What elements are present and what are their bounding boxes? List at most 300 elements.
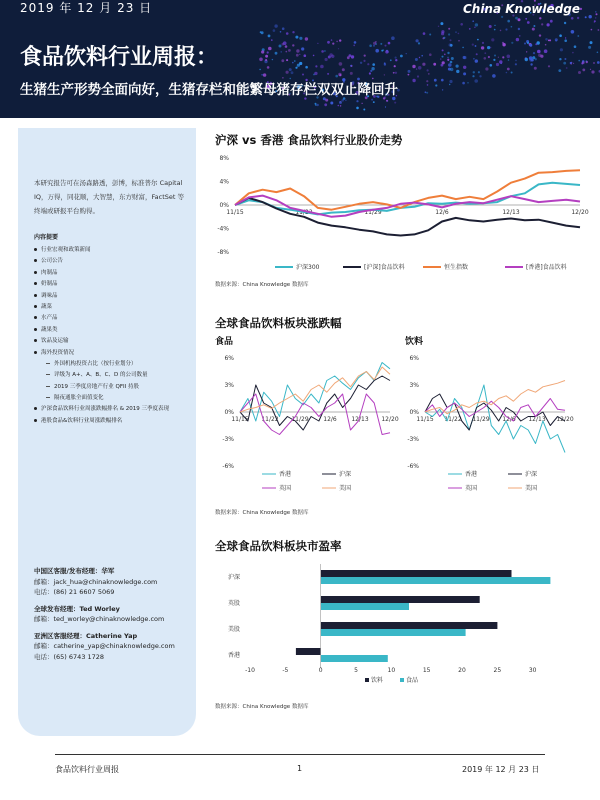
y-tick-label: -8% xyxy=(217,249,229,256)
header-dot xyxy=(408,74,410,76)
header-dot xyxy=(529,58,533,62)
bullet-icon xyxy=(34,351,37,354)
header-dot xyxy=(329,53,332,56)
header-dot xyxy=(447,59,449,61)
header-dot xyxy=(494,25,495,26)
header-dot xyxy=(295,67,297,69)
header-dot xyxy=(418,42,420,44)
toc-item[interactable] xyxy=(34,359,194,370)
header-dot xyxy=(390,59,392,61)
header-dot xyxy=(297,64,300,67)
header-dot xyxy=(442,56,444,58)
header-dot xyxy=(286,32,289,35)
header-dot xyxy=(296,49,299,52)
legend-label: 沪深300 xyxy=(296,264,320,271)
header-dot xyxy=(386,100,388,102)
toc-item[interactable] xyxy=(34,291,194,302)
header-dot xyxy=(268,35,271,38)
header-dot xyxy=(475,59,478,62)
header-dot xyxy=(559,34,562,37)
header-dot xyxy=(533,52,535,54)
category-label: 美股 xyxy=(227,626,240,633)
legend-swatch xyxy=(365,678,369,682)
header-dot xyxy=(442,89,443,90)
x-tick-label: 12/13 xyxy=(502,209,520,216)
header-dot xyxy=(450,68,453,71)
header-dot xyxy=(519,35,520,36)
header-dot xyxy=(595,17,596,18)
header-dot xyxy=(381,50,383,52)
toc-item[interactable] xyxy=(34,382,194,393)
header-dot xyxy=(449,80,452,83)
header-dot xyxy=(339,62,343,66)
header-dot xyxy=(338,105,340,107)
sidebar-intro: 本研究报告可在汤森路透，彭博，标准普尔 Capital IQ，万得，同花顺，大智慧，东方财富，FactSet 等终端或研报平台购得。 xyxy=(34,179,185,215)
bullet-icon xyxy=(34,259,37,262)
toc-item[interactable] xyxy=(34,336,194,347)
header-dot xyxy=(274,24,277,27)
toc-item-label: 2019 三季度房地产行业 QFII 持股 xyxy=(54,383,139,390)
header-dot xyxy=(345,100,346,101)
contact-phone: 电话：(86) 21 6607 5069 xyxy=(34,588,115,596)
x-tick-label: 25 xyxy=(493,667,502,674)
header-dot xyxy=(320,65,324,69)
header-dot xyxy=(511,72,513,74)
legend-label: 沪深 xyxy=(339,471,352,478)
toc-item-label: 港股食品&饮料行业周涨跌幅排名 xyxy=(41,417,123,424)
header-dot xyxy=(582,61,585,64)
header-dot xyxy=(373,45,375,47)
contact-block xyxy=(34,566,194,598)
header-dot xyxy=(260,31,262,33)
header-dot xyxy=(550,20,553,23)
header-dot xyxy=(577,17,579,19)
bar xyxy=(321,655,388,662)
header-dot xyxy=(416,39,419,42)
header-dot xyxy=(305,66,308,69)
bullet-icon xyxy=(34,294,37,297)
header-dot xyxy=(295,36,298,39)
header-dot xyxy=(313,55,315,57)
header-dot xyxy=(590,41,593,44)
header-dot xyxy=(395,72,397,74)
category-label: 沪深 xyxy=(227,574,240,581)
bar xyxy=(296,648,321,655)
x-tick-label: 12/6 xyxy=(323,416,337,423)
bullet-icon xyxy=(34,305,37,308)
header-dot xyxy=(261,74,263,76)
x-tick-label: -10 xyxy=(245,667,255,674)
header-dot xyxy=(301,47,304,50)
header-dot xyxy=(281,51,282,52)
toc-item-label: 蔬果类 xyxy=(41,326,58,333)
header-dot xyxy=(563,62,566,65)
header-dot xyxy=(332,43,334,45)
header-dot xyxy=(422,63,425,66)
header-dot xyxy=(353,45,355,47)
header-dot xyxy=(423,32,426,35)
header-dot xyxy=(469,28,471,30)
header-dot xyxy=(335,75,338,78)
header-dot xyxy=(570,62,572,64)
header-dot xyxy=(440,58,442,60)
legend-label: 美国 xyxy=(339,485,352,492)
x-tick-label: 10 xyxy=(387,667,396,674)
series-line xyxy=(235,196,580,217)
series-line xyxy=(235,183,580,215)
header-dot xyxy=(327,73,329,75)
header-dot xyxy=(371,99,373,101)
header-dot xyxy=(572,52,574,54)
header-dot xyxy=(448,33,450,35)
header-dot xyxy=(463,72,466,75)
y-tick-label: 8% xyxy=(219,155,229,162)
header-dot xyxy=(501,16,503,18)
legend-label: 英国 xyxy=(465,485,478,492)
x-tick-label: 12/13 xyxy=(351,416,369,423)
x-tick-label: 11/29 xyxy=(364,209,382,216)
x-tick-label: 15 xyxy=(422,667,431,674)
header-dot xyxy=(412,65,415,68)
bar xyxy=(321,577,551,584)
header-dot xyxy=(425,91,427,93)
legend-label: 美国 xyxy=(525,485,538,492)
header-dot xyxy=(280,31,282,33)
x-tick-label: 0 xyxy=(318,667,323,674)
header-dot xyxy=(460,23,463,26)
header-date: 2019 年 12 月 23 日 xyxy=(20,1,153,15)
header-dot xyxy=(516,38,519,41)
header-dot xyxy=(571,30,575,34)
x-tick-label: 5 xyxy=(354,667,358,674)
report-title: 食品饮料行业周报： xyxy=(20,45,219,70)
header-dot xyxy=(500,30,502,32)
x-tick-label: 11/22 xyxy=(295,209,313,216)
toc-item[interactable] xyxy=(34,245,194,256)
header-dot xyxy=(593,62,595,64)
header-dot xyxy=(450,39,452,41)
header-dot xyxy=(283,41,287,45)
contact-email[interactable]: 邮箱：jack_hua@chinaknowledge.com xyxy=(34,577,158,586)
header-dot xyxy=(474,79,478,83)
header-dot xyxy=(339,39,341,41)
toc-item[interactable] xyxy=(34,268,194,279)
header-dot xyxy=(559,58,561,60)
header-dot xyxy=(418,66,422,70)
header-dot xyxy=(585,16,587,18)
toc-item-label: 隔夜通胀全面值变化 xyxy=(54,395,104,402)
header-dot xyxy=(533,25,535,27)
header-dot xyxy=(507,55,511,59)
legend-label: 沪深 xyxy=(525,471,538,478)
bar xyxy=(321,629,466,636)
header-dot xyxy=(577,35,579,37)
header-dot xyxy=(415,58,418,61)
header-dot xyxy=(472,75,474,77)
header-dot xyxy=(591,70,594,73)
header-dot xyxy=(273,29,276,32)
toc-item-label: 蔬菜 xyxy=(41,303,53,310)
report-header xyxy=(0,0,600,118)
header-dot xyxy=(467,82,469,84)
series-line xyxy=(240,367,390,412)
header-dot xyxy=(412,79,415,82)
header-dot xyxy=(281,59,284,62)
y-tick-label: 0% xyxy=(409,409,419,416)
toc-item-label: 公司公告 xyxy=(41,258,64,265)
header-dot xyxy=(487,46,490,49)
brand-logo: China Knowledge xyxy=(462,2,580,16)
header-dot xyxy=(315,65,317,67)
category-label: 英股 xyxy=(227,600,240,607)
toc-item-label: 肉制品 xyxy=(41,269,58,276)
header-dot xyxy=(285,45,288,48)
toc-item-label: 饮品及运输 xyxy=(41,338,69,345)
toc-item-label: 调味品 xyxy=(41,292,58,299)
x-tick-label: 12/20 xyxy=(571,209,589,216)
header-dot xyxy=(267,66,270,69)
header-dot xyxy=(502,56,504,58)
header-dot xyxy=(275,52,278,55)
header-dot xyxy=(591,29,593,31)
header-dot xyxy=(435,84,437,86)
header-dot xyxy=(475,45,477,47)
header-dot xyxy=(484,52,486,54)
header-dot xyxy=(342,68,345,71)
legend-swatch xyxy=(400,678,404,682)
header-dot xyxy=(578,60,580,62)
header-dot xyxy=(515,17,518,20)
header-dot xyxy=(507,20,510,23)
header-dot xyxy=(339,101,342,104)
header-dot xyxy=(515,60,517,62)
x-tick-label: 11/15 xyxy=(416,416,434,423)
y-tick-label: 3% xyxy=(224,382,234,389)
toc-item[interactable] xyxy=(34,416,194,427)
legend-label: 英国 xyxy=(279,485,292,492)
x-tick-label: 20 xyxy=(458,667,466,674)
bullet-icon xyxy=(34,339,37,342)
header-dot xyxy=(573,63,574,64)
toc-item[interactable] xyxy=(34,256,194,267)
header-dot xyxy=(526,51,527,52)
header-dot xyxy=(527,42,529,44)
header-dot xyxy=(362,103,363,104)
header-dot xyxy=(582,69,585,72)
header-dot xyxy=(476,53,478,55)
header-dot xyxy=(451,57,454,60)
header-dot xyxy=(463,66,466,69)
header-dot xyxy=(530,63,532,65)
header-dot xyxy=(363,60,365,62)
chart2-title: 全球食品饮料板块涨跌幅 xyxy=(215,316,342,330)
header-dot xyxy=(282,27,285,30)
x-tick-label: 11/29 xyxy=(472,416,490,423)
header-dot xyxy=(462,47,464,49)
header-dot xyxy=(363,109,365,111)
header-dot xyxy=(259,58,263,62)
bullet-icon xyxy=(34,282,37,285)
header-dot xyxy=(364,55,366,57)
header-dot xyxy=(456,70,459,73)
header-dot xyxy=(493,59,495,61)
header-dot xyxy=(547,23,550,26)
header-dot xyxy=(508,59,509,60)
header-dot xyxy=(498,57,499,58)
header-dot xyxy=(385,106,386,107)
report-subtitle: 生猪生产形势全面向好，生猪存栏和能繁母猪存栏双双止降回升 xyxy=(20,82,398,98)
header-dot xyxy=(395,59,397,61)
footer-title: 食品饮料行业周报 xyxy=(55,765,119,774)
header-dot xyxy=(492,74,496,78)
header-dot xyxy=(325,58,328,61)
pe-ratio-chart xyxy=(210,560,590,690)
header-dot xyxy=(296,54,299,57)
header-dot xyxy=(564,58,566,60)
header-dot xyxy=(494,55,496,57)
header-dot xyxy=(292,31,294,33)
category-label: 香港 xyxy=(227,652,240,659)
header-dot xyxy=(594,22,595,23)
toc-item[interactable] xyxy=(34,404,194,415)
beverage-chart-label: 饮料 xyxy=(405,337,424,347)
header-dot xyxy=(505,28,507,30)
header-dot xyxy=(350,65,352,67)
table-of-contents xyxy=(34,232,194,427)
footer-date: 2019 年 12 月 23 日 xyxy=(462,765,540,774)
header-dot xyxy=(455,31,457,33)
header-dot xyxy=(370,70,372,72)
header-dot xyxy=(294,60,296,62)
toc-item[interactable] xyxy=(34,393,194,404)
header-dot xyxy=(317,104,319,106)
header-dot xyxy=(356,107,359,110)
header-dot xyxy=(429,34,431,36)
header-dot xyxy=(299,54,300,55)
toc-item[interactable] xyxy=(34,302,194,313)
header-dot xyxy=(373,42,376,45)
header-dot xyxy=(268,47,272,51)
header-dot xyxy=(317,43,318,44)
header-dot xyxy=(330,102,333,105)
contact-email[interactable]: 邮箱：ted_worley@chinaknowledge.com xyxy=(34,615,165,623)
toc-item[interactable] xyxy=(34,370,194,381)
y-tick-label: 6% xyxy=(409,355,419,362)
chart3-title: 全球食品饮料板块市盈率 xyxy=(215,539,342,553)
toc-item[interactable] xyxy=(34,313,194,324)
toc-item-label: 海外投资情况 xyxy=(41,349,75,356)
header-dot xyxy=(525,58,528,61)
header-dot xyxy=(380,43,382,45)
toc-item-label: 奶制品 xyxy=(41,281,58,288)
header-dot xyxy=(360,62,362,64)
bar xyxy=(321,570,512,577)
header-dot xyxy=(315,103,317,105)
header-dot xyxy=(286,51,288,53)
header-dot xyxy=(393,72,395,74)
header-dot xyxy=(417,75,419,77)
header-dot xyxy=(488,56,490,58)
header-dot xyxy=(336,41,338,43)
header-dot xyxy=(564,39,567,42)
header-dot xyxy=(525,18,527,20)
header-dot xyxy=(529,44,532,47)
header-dot xyxy=(442,37,444,39)
bullet-icon xyxy=(34,419,37,422)
header-dot xyxy=(560,48,563,51)
header-dot xyxy=(545,44,547,46)
bullet-icon xyxy=(46,386,50,387)
header-dot xyxy=(279,45,282,48)
legend-label: 食品 xyxy=(406,677,419,684)
header-dot xyxy=(515,63,517,65)
header-dot xyxy=(545,38,548,41)
contact-email[interactable]: 邮箱：catherine_yap@chinaknowledge.com xyxy=(34,642,175,650)
header-dot xyxy=(448,63,452,67)
header-dot xyxy=(289,68,292,71)
bullet-icon xyxy=(34,316,37,319)
header-dot xyxy=(433,63,436,66)
toc-item[interactable] xyxy=(34,325,194,336)
header-dot xyxy=(475,23,478,26)
x-tick-label: 11/15 xyxy=(231,416,249,423)
header-dot xyxy=(394,102,396,104)
header-dot xyxy=(331,39,333,41)
y-tick-label: 0% xyxy=(224,409,234,416)
header-dot xyxy=(537,41,540,44)
header-dot xyxy=(565,37,566,38)
bullet-icon xyxy=(46,397,50,398)
header-dot xyxy=(324,50,326,52)
header-dot xyxy=(347,56,350,59)
toc-item-label: 外国机构投资占比（按行业划分） xyxy=(54,360,137,367)
header-dot xyxy=(482,42,484,44)
toc-item-label: 沪深食品饮料行业周涨跌幅排名 & 2019 三季度表现 xyxy=(41,406,170,413)
header-dot xyxy=(441,30,444,33)
header-dot xyxy=(564,22,566,24)
header-dot xyxy=(302,74,304,76)
header-dot xyxy=(428,73,430,75)
header-dot xyxy=(449,84,450,85)
header-dot xyxy=(267,51,269,53)
header-dot xyxy=(481,46,484,49)
header-dot xyxy=(458,33,460,35)
header-dot xyxy=(288,49,291,52)
header-dot xyxy=(369,44,372,47)
bullet-icon xyxy=(34,271,37,274)
header-dot xyxy=(434,79,437,82)
header-dot xyxy=(502,42,504,44)
header-dot xyxy=(518,18,521,21)
y-tick-label: 0% xyxy=(219,202,229,209)
toc-item[interactable] xyxy=(34,348,194,359)
header-dot xyxy=(338,73,341,76)
legend-label: 香港 xyxy=(465,471,478,478)
legend-label: [沪深]食品饮料 xyxy=(364,264,405,271)
toc-item[interactable] xyxy=(34,279,194,290)
header-dot xyxy=(539,34,541,36)
bar xyxy=(321,622,498,629)
bullet-icon xyxy=(34,328,37,331)
header-dot xyxy=(485,67,488,70)
food-chart-label: 食品 xyxy=(215,337,234,347)
header-dot xyxy=(571,17,574,20)
header-dot xyxy=(421,55,423,57)
header-dot xyxy=(544,49,548,53)
header-dot xyxy=(496,63,499,66)
header-dot xyxy=(566,67,568,69)
food-change-chart xyxy=(210,348,400,498)
